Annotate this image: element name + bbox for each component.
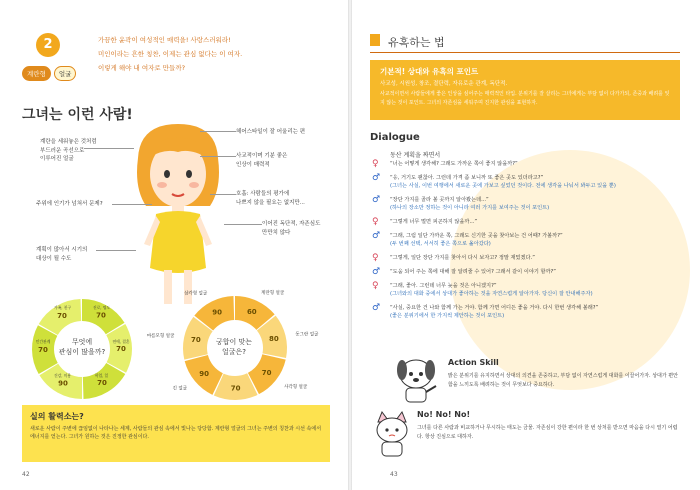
annotation-line: 헤어스타일이 잘 어울리는 편 — [236, 129, 306, 135]
nonono-body: 그녀를 다른 사람과 비교하거나 무시하는 태도는 금물. 자존심이 강한 편이라 한 번 상처를 받으면 마음을 다시 열기 어렵다. 항상 진심으로 대하자. — [417, 425, 678, 440]
page-number-left: 42 — [22, 471, 30, 478]
donut2-category-label: 계란형 얼굴 — [261, 290, 285, 296]
leader-line — [200, 131, 236, 132]
donut2-category-label: 사각형 얼굴 — [284, 384, 308, 390]
annotation-popularity — [36, 200, 103, 209]
cat-mascot-illustration — [370, 410, 414, 460]
male-symbol-icon: ♂ — [372, 231, 381, 241]
right-page — [350, 0, 700, 490]
vitality-box — [22, 405, 330, 462]
dialogue-text: “도움 되어 주는 쪽에 대해 잘 알려줄 수 있어? 그래서 같이 이야기 할까?” — [390, 269, 556, 275]
annotation-line: 호흡: 사람들의 평가에 — [236, 191, 290, 197]
dialogue-line — [390, 218, 680, 226]
male-symbol-icon: ♂ — [372, 303, 381, 313]
dialogue-line — [390, 268, 680, 276]
donut2-value-label: 70 — [230, 384, 241, 393]
dialogue-line — [390, 160, 680, 168]
leader-line — [96, 250, 136, 251]
female-symbol-icon: ♀ — [372, 217, 379, 227]
donut2-value-label: 60 — [246, 308, 257, 317]
dialogue-text: “너는 어떻게 생각해? 그래도 가까운 쪽이 좋지 않을까?” — [390, 161, 518, 167]
donut2-center-line: 얼굴은? — [221, 348, 246, 356]
leader-line — [224, 224, 262, 225]
annotation-line: 이루어진 얼굴 — [40, 156, 74, 162]
dialogue-line — [390, 196, 680, 212]
donut2-category-label: 긴 얼굴 — [172, 386, 188, 392]
dialogue-note: (그녀는 사실, 이번 여행에서 새로운 곳에 가보고 싶었던 것이다. 전에 생각을 나눠서 봐두고 있을 뿐) — [390, 183, 616, 189]
action-skill-title: Action Skill — [448, 358, 499, 367]
tag-face-type: 계란형 — [22, 66, 51, 81]
donut1-center-line: 무엇에 — [71, 338, 93, 346]
annotation-line: 대상이 될 수도 — [36, 255, 72, 262]
donut2-value-label: 80 — [268, 335, 279, 344]
action-skill-body: 밝은 분위기를 유지하면서 상대의 의견을 존중하고, 부담 없이 자연스럽게 대화를 이끌어가자. 상대가 편안함을 느끼도록 배려하는 것이 무엇보다 중요하다. — [448, 373, 678, 388]
donut2-value-label: 90 — [212, 308, 222, 317]
annotation-line: 사교적이며 기분 좋은 — [236, 153, 288, 159]
page-title: 그녀는 이런 사람! — [22, 107, 133, 123]
annotation-line: 계란을 세워놓은 것처럼 — [40, 139, 97, 145]
donut1-category-label: 진로, 명도 — [92, 305, 111, 311]
dialogue-note: (두 번째 선택, 서서히 좋은 쪽으로 옮아갔다) — [390, 241, 491, 247]
dialogue-text: “사실, 중요한 건 나와 함께 가는 거야. 함께 가면 어디든 좋을 거야. 다시 한번 생각해 볼래?” — [390, 305, 599, 311]
dialogue-note: (좋은 분위기에서 한 가지씩 제안하는 것이 포인트) — [390, 313, 505, 319]
dialogue-line — [390, 232, 680, 248]
annotation-line: 계획이 많아서 시기의 — [36, 247, 88, 253]
dialogue-text: “그래, 그럼 일단 가까운 쪽, 그래도 신기한 곳을 찾아보는 건 어때? 가볼까?” — [390, 233, 563, 239]
dialogue-heading: Dialogue — [370, 132, 420, 143]
leader-line — [112, 204, 152, 205]
donut2-category-label: 마름모형 얼굴 — [146, 334, 175, 340]
dialogue-line — [390, 304, 680, 320]
annotation-hair — [236, 128, 305, 137]
basic-point-title: 기본적! 상대와 유혹의 포인트 — [380, 67, 479, 76]
annotation-pride — [262, 220, 320, 237]
donut1-value-label: 70 — [38, 346, 48, 355]
donut2-category-label: 삼각형 얼굴 — [184, 291, 208, 297]
annotation-evaluation — [236, 190, 305, 207]
dialogue-note: (그녀와의 대화 중에서 상대가 좋아하는 것을 자연스럽게 알아가자. 당신이 잘 안내해주자) — [390, 291, 593, 297]
right-page-title: 유혹하는 법 — [388, 36, 445, 49]
vitality-title: 실의 활력소는? — [30, 412, 84, 421]
vitality-body: 새로운 사람이 주변에 끊임없이 나타나는 세계, 사람들의 관심 속에서 빛나는 당당함. 계란형 얼굴의 그녀는 주변의 칭찬과 시선 속에서 에너지를 얻는다. 그녀가 원하는 것은 진정한 관심이다. — [30, 426, 322, 440]
donut1-value-label: 70 — [57, 312, 67, 321]
annotation-face-shape — [40, 138, 97, 164]
basic-point-body: 사교적이면서 사람들에게 좋은 인상을 심어주는 매력적인 타입. 분위기를 잘 살리는 그녀에게는 부담 없이 다가가되, 존중과 배려를 잊지 않는 것이 포인트. 그녀의 자존심을 세워주며 진지한 관심을 표현하자. — [380, 91, 670, 106]
donut2-value-label: 70 — [261, 368, 272, 377]
intro-line: 이렇게 해야 내 여자로 만들까? — [98, 64, 186, 72]
dialogue-line — [390, 282, 680, 298]
donut2-center-text — [204, 337, 264, 357]
dialogue-note: (하나의 장소만 정하는 것이 아니라 여러 가지를 보여주는 것이 포인트) — [390, 205, 550, 211]
donut2-value-label: 90 — [199, 369, 209, 378]
annotation-line: 만만치 않다 — [262, 229, 291, 236]
leader-line — [84, 148, 134, 149]
intro-line: 가끔한 윤곽이 여성적인 매력을! 사랑스러워라! — [98, 36, 231, 44]
donut1-category-label: 건강, 미용 — [53, 372, 72, 378]
donut1-value-label: 70 — [116, 344, 126, 353]
male-symbol-icon: ♂ — [372, 173, 381, 183]
donut1-value-label: 70 — [97, 378, 107, 387]
female-symbol-icon: ♀ — [372, 159, 379, 169]
female-symbol-icon: ♀ — [372, 253, 379, 263]
leader-line — [210, 194, 236, 195]
dialogue-line — [390, 254, 680, 262]
woman-illustration — [118, 118, 238, 308]
donut2-center-line: 궁합이 맞는 — [215, 338, 253, 346]
dialogue-text: “장단 가지를 골라 볼 곳까지 알아봤는데...” — [390, 197, 489, 203]
dialogue-subtitle: 동산 계획을 짜면서 — [390, 152, 441, 159]
annotation-line: 주위에 인기가 넘쳐서 문제? — [36, 201, 103, 207]
dialogue-line — [390, 174, 680, 190]
annotation-envy — [36, 246, 87, 263]
male-symbol-icon: ♂ — [372, 195, 381, 205]
tag-face: 얼굴 — [54, 66, 77, 81]
basic-point-subtitle: 사교성, 시원성, 창조, 결단력, 자유로운 관계, 독단적. — [380, 81, 508, 87]
donut1-category-label: 학업, 일 — [94, 372, 109, 378]
female-symbol-icon: ♀ — [372, 281, 379, 291]
donut1-category-label: 인간관계 — [35, 339, 51, 344]
annotation-line: 이어진 독단적, 자존심도 — [262, 221, 321, 227]
donut1-value-label: 90 — [58, 379, 68, 388]
basic-point-box — [370, 60, 680, 120]
donut1-category-label: 가족, 친구 — [53, 305, 72, 311]
dialogue-text: “그렇게, 일단 장단 가지를 찾아서 다시 보자고? 정말 재밌겠다.” — [390, 255, 535, 261]
donut1-center-line: 관심이 많을까? — [58, 348, 106, 356]
donut2-value-label: 70 — [190, 336, 201, 345]
intro-line: 미인이라는 흔한 칭찬, 이제는 관심 없다는 이 여자. — [98, 50, 243, 58]
donut1-center-text — [52, 337, 112, 357]
dialogue-text: “그래, 좋아. 그런데 너무 늦을 것은 아니겠지?” — [390, 283, 497, 289]
intro-text — [98, 33, 242, 75]
donut2-category-label: 동그란 얼굴 — [295, 332, 319, 338]
page-number-right: 43 — [390, 471, 398, 478]
annotation-line: 나쁘지 않을 필요는 없지만... — [236, 199, 305, 206]
dialogue-text: “응, 거기도 괜찮아. 그런데 가격 좀 보니까 또 좋은 곳도 있더라고?” — [390, 175, 544, 181]
male-symbol-icon: ♂ — [372, 267, 381, 277]
donut1-category-label: 연애, 결혼 — [112, 339, 130, 344]
dialogue-text: “그렇게 너무 멀면 피곤하지 않을까...” — [390, 219, 478, 225]
annotation-impression — [236, 152, 287, 169]
annotation-line: 인상이 매력적 — [236, 161, 270, 168]
annotation-line: 부드러운 곡선으로 — [40, 147, 85, 154]
leader-line — [200, 156, 236, 157]
title-accent-bar — [370, 34, 380, 46]
dog-mascot-illustration — [390, 352, 442, 406]
donut1-value-label: 70 — [96, 311, 106, 320]
title-rule — [370, 52, 680, 53]
tag-group — [22, 66, 76, 81]
nonono-title: No! No! No! — [417, 410, 471, 419]
section-number-badge: 2 — [36, 33, 60, 57]
